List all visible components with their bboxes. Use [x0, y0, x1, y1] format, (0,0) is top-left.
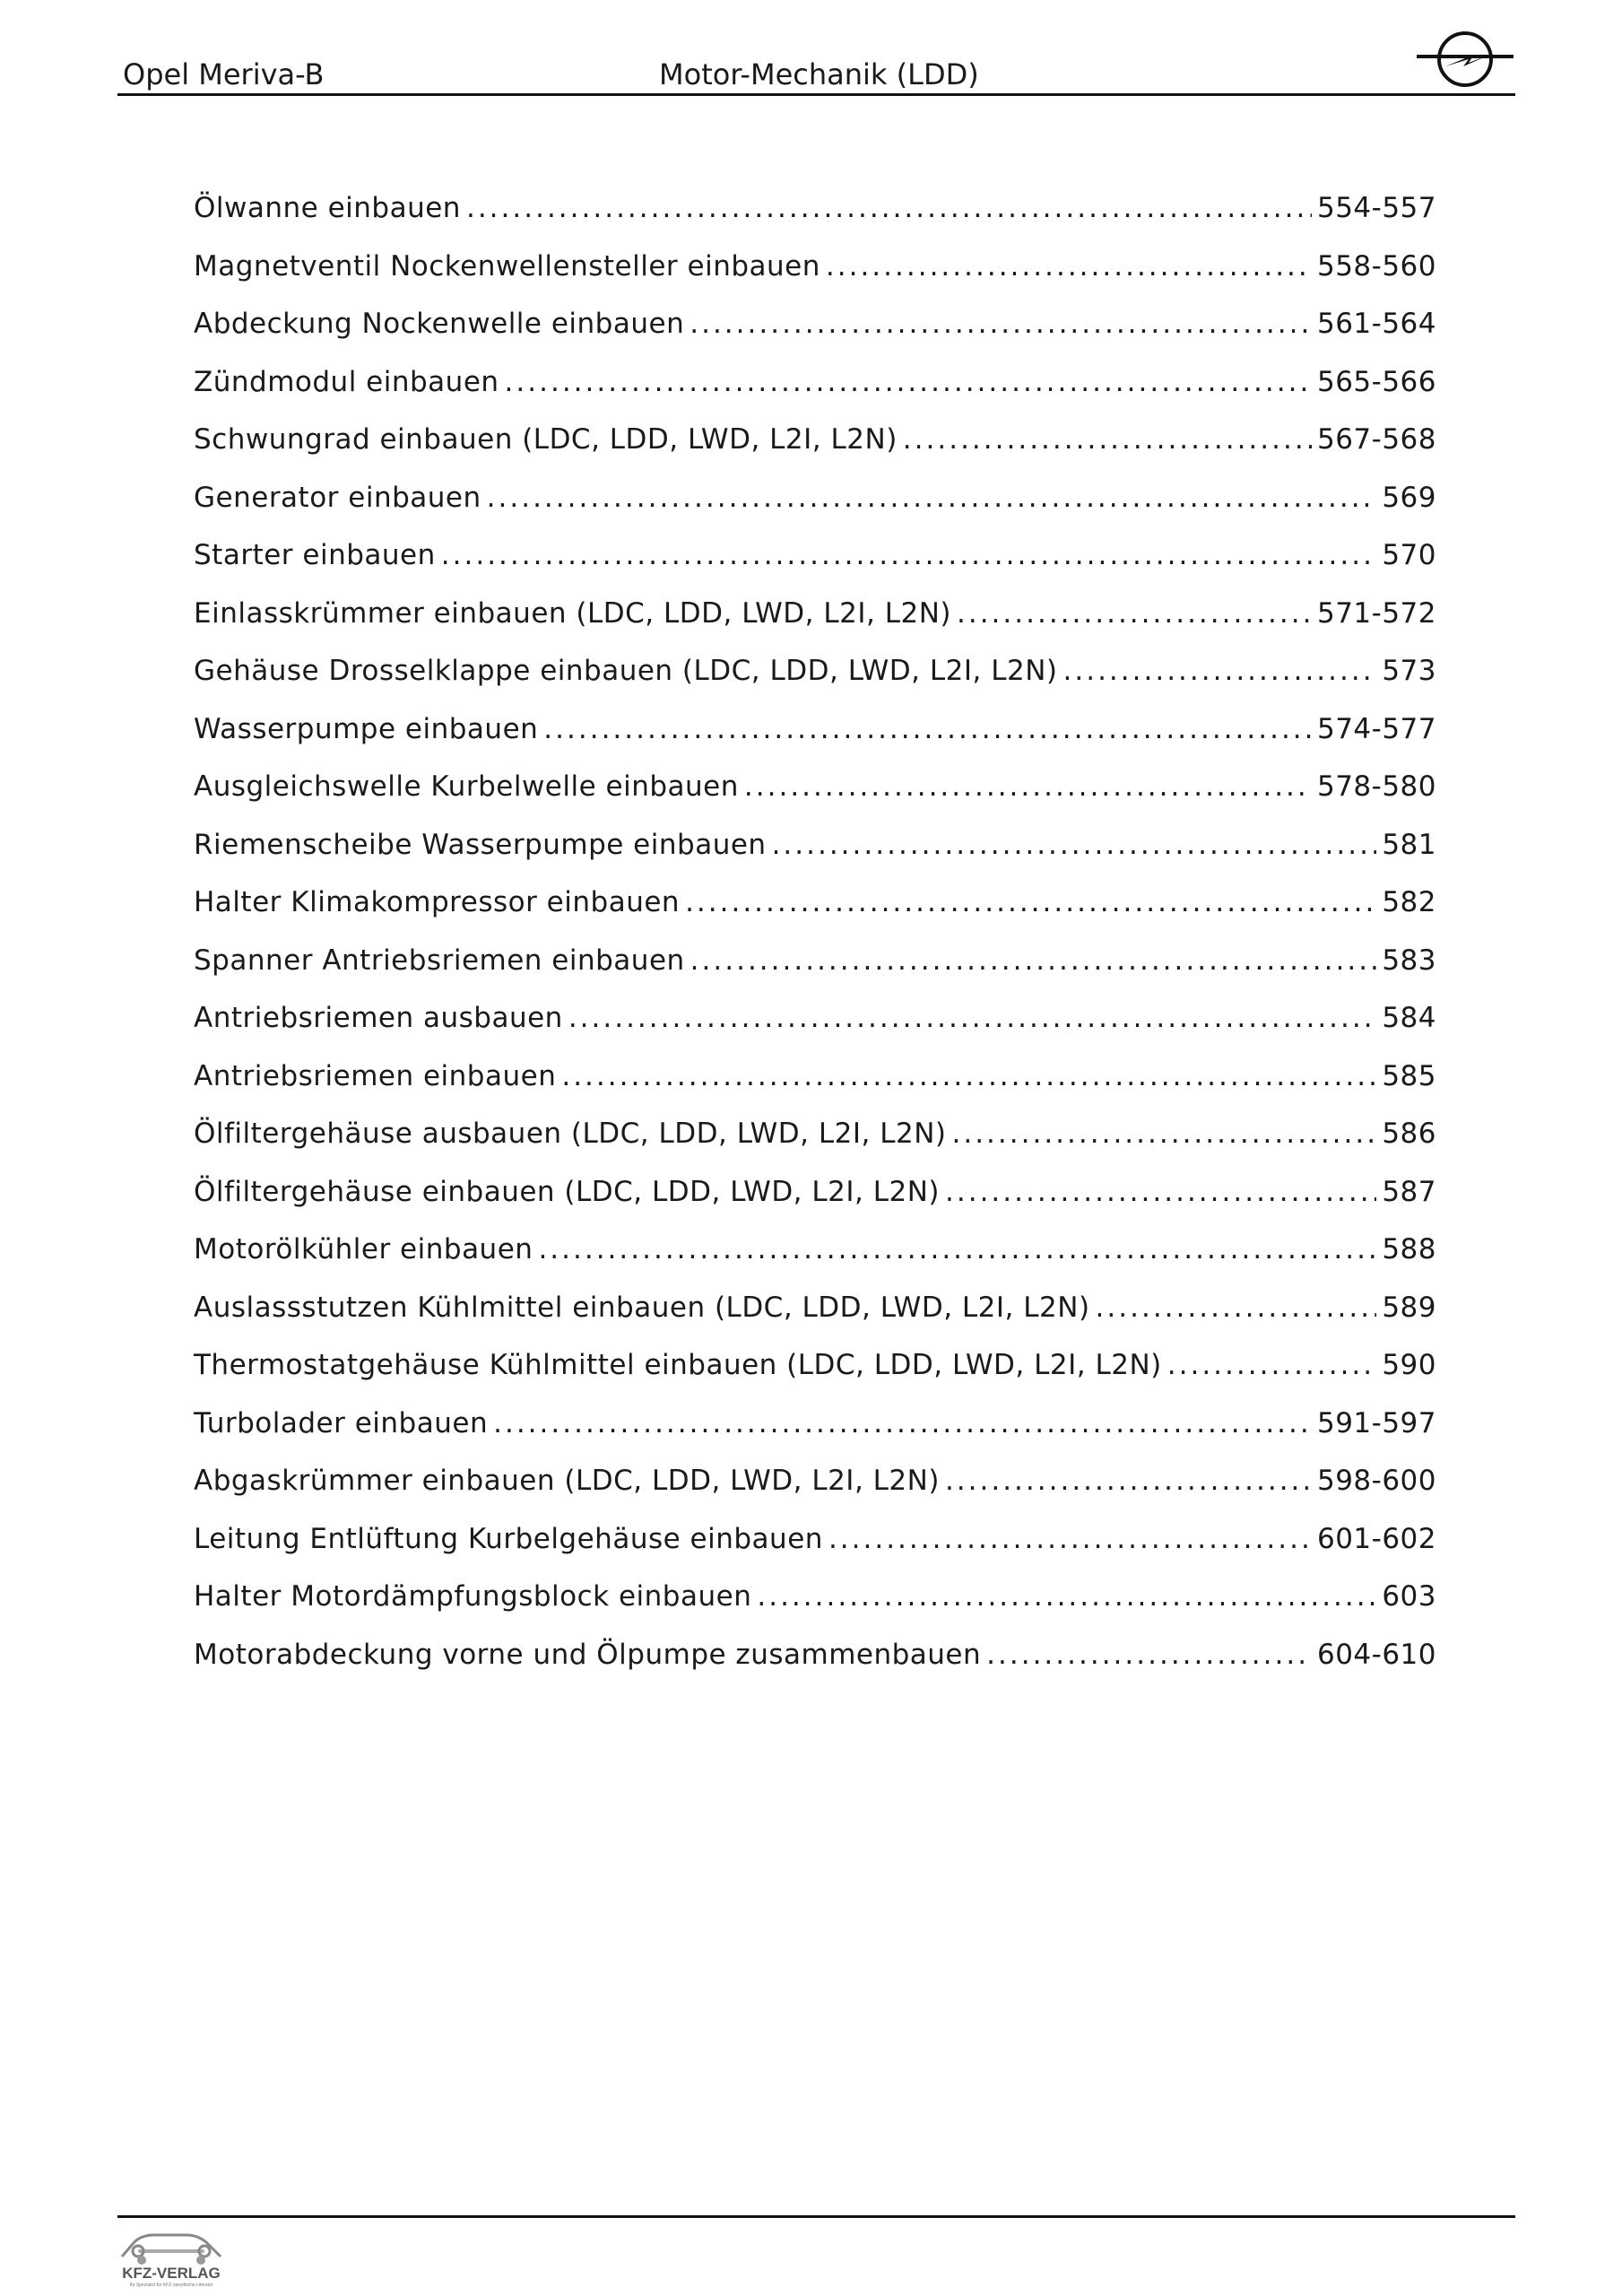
toc-dot-leader — [538, 1233, 1376, 1265]
footer-rule — [117, 2215, 1515, 2218]
toc-dot-leader — [945, 1176, 1376, 1208]
toc-entry-label: Ölwanne einbauen — [194, 192, 461, 224]
toc-entry-label: Zündmodul einbauen — [194, 365, 499, 398]
toc-entry — [194, 770, 1436, 829]
toc-entry-page: 578-580 — [1316, 770, 1436, 803]
toc-entry — [194, 1002, 1436, 1060]
toc-entry-page: 574-577 — [1316, 712, 1436, 745]
toc-entry-page: 567-568 — [1316, 423, 1436, 456]
toc-entry-label: Motorabdeckung vorne und Ölpumpe zusammenbauen — [194, 1638, 982, 1671]
publisher-tagline: Ihr Spezialist für KFZ-spezifische Literatur — [129, 2283, 213, 2288]
toc-entry — [194, 539, 1436, 597]
toc-entry-label: Ölfiltergehäuse ausbauen (LDC, LDD, LWD, L2I, L2N) — [194, 1118, 947, 1150]
toc-dot-leader — [986, 1639, 1312, 1671]
toc-entry-page: 585 — [1382, 1059, 1436, 1092]
toc-entry — [194, 1233, 1436, 1292]
toc-entry-label: Leitung Entlüftung Kurbelgehäuse einbauen — [194, 1522, 823, 1555]
toc-dot-leader — [561, 1060, 1376, 1092]
toc-entry-page: 590 — [1382, 1349, 1436, 1381]
toc-dot-leader — [957, 597, 1312, 630]
toc-entry — [194, 1523, 1436, 1581]
toc-dot-leader — [466, 192, 1312, 224]
toc-entry-label: Starter einbauen — [194, 539, 436, 571]
toc-entry-page: 604-610 — [1316, 1638, 1436, 1671]
toc-entry-page: 591-597 — [1316, 1406, 1436, 1439]
toc-entry-label: Halter Klimakompressor einbauen — [194, 886, 681, 918]
toc-entry — [194, 1349, 1436, 1407]
toc-entry-label: Generator einbauen — [194, 481, 481, 514]
toc-dot-leader — [757, 1580, 1376, 1613]
toc-entry-label: Motorölkühler einbauen — [194, 1233, 533, 1265]
toc-entry-page: 573 — [1382, 655, 1436, 687]
toc-entry-label: Antriebsriemen ausbauen — [194, 1002, 563, 1034]
toc-entry — [194, 1465, 1436, 1523]
toc-dot-leader — [487, 482, 1377, 514]
toc-entry-label: Halter Motordämpfungsblock einbauen — [194, 1580, 752, 1613]
toc-entry-page: 588 — [1382, 1233, 1436, 1265]
toc-entry-page: 558-560 — [1316, 249, 1436, 283]
toc-entry-page: 586 — [1382, 1118, 1436, 1150]
toc-dot-leader — [903, 423, 1312, 456]
toc-entry-label: Ausgleichswelle Kurbelwelle einbauen — [194, 770, 739, 803]
toc-entry-label: Thermostatgehäuse Kühlmittel einbauen (LDC, LDD, LWD, L2I, L2N) — [194, 1349, 1162, 1381]
toc-entry-page: 571-572 — [1316, 596, 1436, 630]
toc-entry-page: 583 — [1382, 944, 1436, 977]
toc-dot-leader — [543, 713, 1312, 745]
toc-entry-page: 570 — [1382, 539, 1436, 571]
toc-entry-label: Abgaskrümmer einbauen (LDC, LDD, LWD, L2I, L2N) — [194, 1465, 940, 1497]
toc-entry-label: Auslassstutzen Kühlmittel einbauen (LDC, LDD, LWD, L2I, L2N) — [194, 1291, 1090, 1324]
toc-entry-label: Wasserpumpe einbauen — [194, 712, 539, 745]
toc-entry-page: 554-557 — [1316, 192, 1436, 224]
header-section-title: Motor-Mechanik (LDD) — [659, 57, 979, 91]
toc-entry — [194, 1580, 1436, 1639]
toc-dot-leader — [828, 1523, 1312, 1555]
toc-entry — [194, 482, 1436, 540]
toc-entry — [194, 250, 1436, 309]
toc-dot-leader — [826, 250, 1312, 283]
toc-entry-label: Einlasskrümmer einbauen (LDC, LDD, LWD, L2I, L2N) — [194, 596, 951, 630]
toc-entry-page: 584 — [1382, 1002, 1436, 1034]
toc-dot-leader — [772, 829, 1377, 861]
opel-blitz-logo-icon — [1415, 27, 1515, 91]
toc-dot-leader — [690, 308, 1312, 340]
toc-entry-page: 598-600 — [1316, 1465, 1436, 1497]
toc-entry-label: Schwungrad einbauen (LDC, LDD, LWD, L2I, L2N) — [194, 423, 898, 456]
toc-entry — [194, 192, 1436, 250]
header-brand: Opel Meriva-B — [123, 57, 325, 91]
toc-entry-page: 565-566 — [1316, 365, 1436, 398]
toc-entry — [194, 655, 1436, 713]
toc-dot-leader — [945, 1465, 1312, 1497]
toc-entry — [194, 423, 1436, 482]
toc-dot-leader — [1096, 1292, 1377, 1324]
toc-entry-page: 601-602 — [1316, 1522, 1436, 1555]
toc-dot-leader — [951, 1118, 1376, 1150]
toc-entry-page: 603 — [1382, 1580, 1436, 1613]
toc-entry — [194, 1176, 1436, 1234]
toc-dot-leader — [1063, 655, 1377, 687]
table-of-contents — [194, 192, 1436, 1696]
header-rule — [117, 93, 1515, 96]
toc-entry-label: Abdeckung Nockenwelle einbauen — [194, 308, 685, 340]
toc-entry-label: Gehäuse Drosselklappe einbauen (LDC, LDD, LWD, L2I, L2N) — [194, 655, 1058, 687]
toc-entry — [194, 944, 1436, 1003]
toc-dot-leader — [505, 366, 1312, 398]
toc-entry — [194, 1639, 1436, 1697]
toc-entry-label: Antriebsriemen einbauen — [194, 1059, 557, 1092]
toc-entry — [194, 1060, 1436, 1118]
toc-entry — [194, 366, 1436, 424]
toc-dot-leader — [1167, 1349, 1377, 1381]
toc-entry — [194, 1407, 1436, 1465]
toc-dot-leader — [493, 1407, 1312, 1439]
toc-entry-label: Spanner Antriebsriemen einbauen — [194, 944, 685, 977]
toc-entry — [194, 1292, 1436, 1350]
publisher-logo-text: KFZ-VERLAG — [122, 2265, 221, 2282]
toc-dot-leader — [690, 944, 1377, 977]
toc-entry — [194, 1118, 1436, 1176]
toc-entry-page: 569 — [1382, 481, 1436, 514]
toc-entry-page: 581 — [1382, 828, 1436, 861]
toc-dot-leader — [744, 770, 1312, 803]
toc-entry-page: 582 — [1382, 886, 1436, 918]
toc-entry — [194, 713, 1436, 771]
toc-entry-page: 561-564 — [1316, 308, 1436, 340]
toc-entry-label: Riemenscheibe Wasserpumpe einbauen — [194, 828, 767, 861]
toc-entry-label: Magnetventil Nockenwellensteller einbauen — [194, 249, 820, 283]
toc-entry-page: 589 — [1382, 1291, 1436, 1324]
toc-entry — [194, 308, 1436, 366]
toc-entry-page: 587 — [1382, 1175, 1436, 1208]
toc-entry-label: Turbolader einbauen — [194, 1406, 489, 1439]
toc-entry-label: Ölfiltergehäuse einbauen (LDC, LDD, LWD, L2I, L2N) — [194, 1175, 941, 1208]
toc-dot-leader — [441, 539, 1377, 571]
toc-entry — [194, 597, 1436, 656]
toc-entry — [194, 829, 1436, 887]
toc-dot-leader — [685, 886, 1376, 918]
toc-entry — [194, 886, 1436, 944]
toc-dot-leader — [568, 1002, 1377, 1034]
